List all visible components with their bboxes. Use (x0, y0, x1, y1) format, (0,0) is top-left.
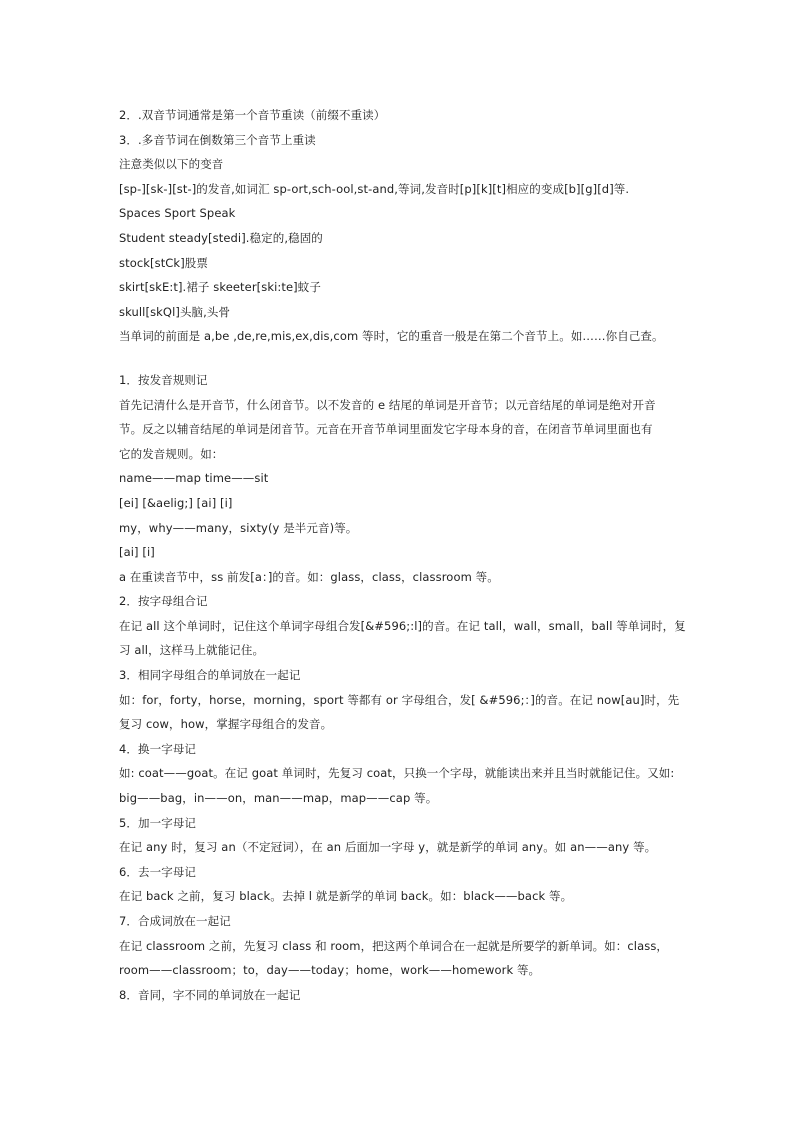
text-line: 2．.双音节词通常是第一个音节重读（前缀不重读） (119, 108, 386, 122)
text-line: 3．.多音节词在倒数第三个音节上重读 (119, 132, 316, 147)
paragraph-gap (119, 349, 679, 368)
text-line: 在记 any 时，复习 an（不定冠词），在 an 后面加一字母 y，就是新学的单词 any。如 an——any 等。 (119, 840, 657, 855)
text-line: [ai] [i] (119, 545, 155, 560)
section-heading: 7．合成词放在一起记 (119, 914, 231, 928)
section-heading: 2．按字母组合记 (119, 594, 208, 609)
text-line: [ei] [&aelig;] [ai] [i] (119, 495, 233, 510)
text-line: 在记 back 之前，复习 black。去掉 l 就是新学的单词 back。如：black——back 等。 (119, 889, 573, 904)
section-heading: 1．按发音规则记 (119, 372, 208, 387)
text-line: skull[skQl]头脑,头骨 (119, 304, 231, 319)
text-line: name——map time——sit (119, 471, 269, 486)
text-line: a 在重读音节中，ss 前发[a：]的音。如：glass，class，classroom 等。 (119, 569, 499, 584)
text-line: 它的发音规则。如： (119, 446, 224, 461)
section-heading: 5．加一字母记 (119, 815, 197, 830)
text-line: stock[stCk]股票 (119, 255, 208, 270)
document-body (119, 103, 686, 1007)
text-line: 在记 classroom 之前，先复习 class 和 room，把这两个单词合在一起就是所要学的新单词。如：class， (119, 938, 669, 953)
text-line: 当单词的前面是 a,be ,de,re,mis,ex,dis,com 等时，它的重音一般是在第二个音节上。如……你自己查。 (119, 329, 664, 344)
text-line: [sp-][sk-][st-]的发音,如词汇 sp-ort,sch-ool,st-and,等词,发音时[p][k][t]相应的变成[b][g][d]等. (119, 181, 630, 196)
text-line: skirt[skE:t].裙子 skeeter[ski:te]蚊子 (119, 280, 321, 295)
section-heading: 8．音同，字不同的单词放在一起记 (119, 987, 301, 1002)
text-line: 习 all，这样马上就能记住。 (119, 643, 265, 658)
section-heading: 4．换一字母记 (119, 741, 197, 756)
text-line: 在记 all 这个单词时，记住这个单词字母组合发[&#596;:l]的音。在记 tall，wall，small，ball 等单词时，复 (119, 618, 686, 633)
text-line: 首先记清什么是开音节，什么闭音节。以不发音的 e 结尾的单词是开音节；以元音结尾的单词是绝对开音 (119, 397, 656, 412)
section-heading: 6．去一字母记 (119, 864, 197, 879)
section-heading: 3．相同字母组合的单词放在一起记 (119, 668, 301, 683)
text-line: Student steady[stedi].稳定的,稳固的 (119, 230, 323, 245)
text-line: 注意类似以下的变音 (119, 157, 224, 172)
text-line: my，why——many，sixty(y 是半元音)等。 (119, 520, 358, 535)
text-line: 节。反之以辅音结尾的单词是闭音节。元音在开音节单词里面发它字母本身的音，在闭音节单词里面也有 (119, 422, 653, 437)
text-line: 复习 cow，how，掌握字母组合的发音。 (119, 717, 333, 732)
text-line: room——classroom；to，day——today；home，work——homework 等。 (119, 963, 541, 978)
text-line: 如：for，forty，horse，morning，sport 等都有 or 字母组合，发[ &#596;：]的音。在记 now[au]时，先 (119, 692, 680, 707)
text-line: 如: coat——goat。在记 goat 单词时，先复习 coat，只换一个字母，就能读出来并且当时就能记住。又如: (119, 766, 675, 781)
text-line: big——bag，in——on，man——map，map——cap 等。 (119, 791, 438, 806)
text-line: Spaces Sport Speak (119, 206, 236, 221)
